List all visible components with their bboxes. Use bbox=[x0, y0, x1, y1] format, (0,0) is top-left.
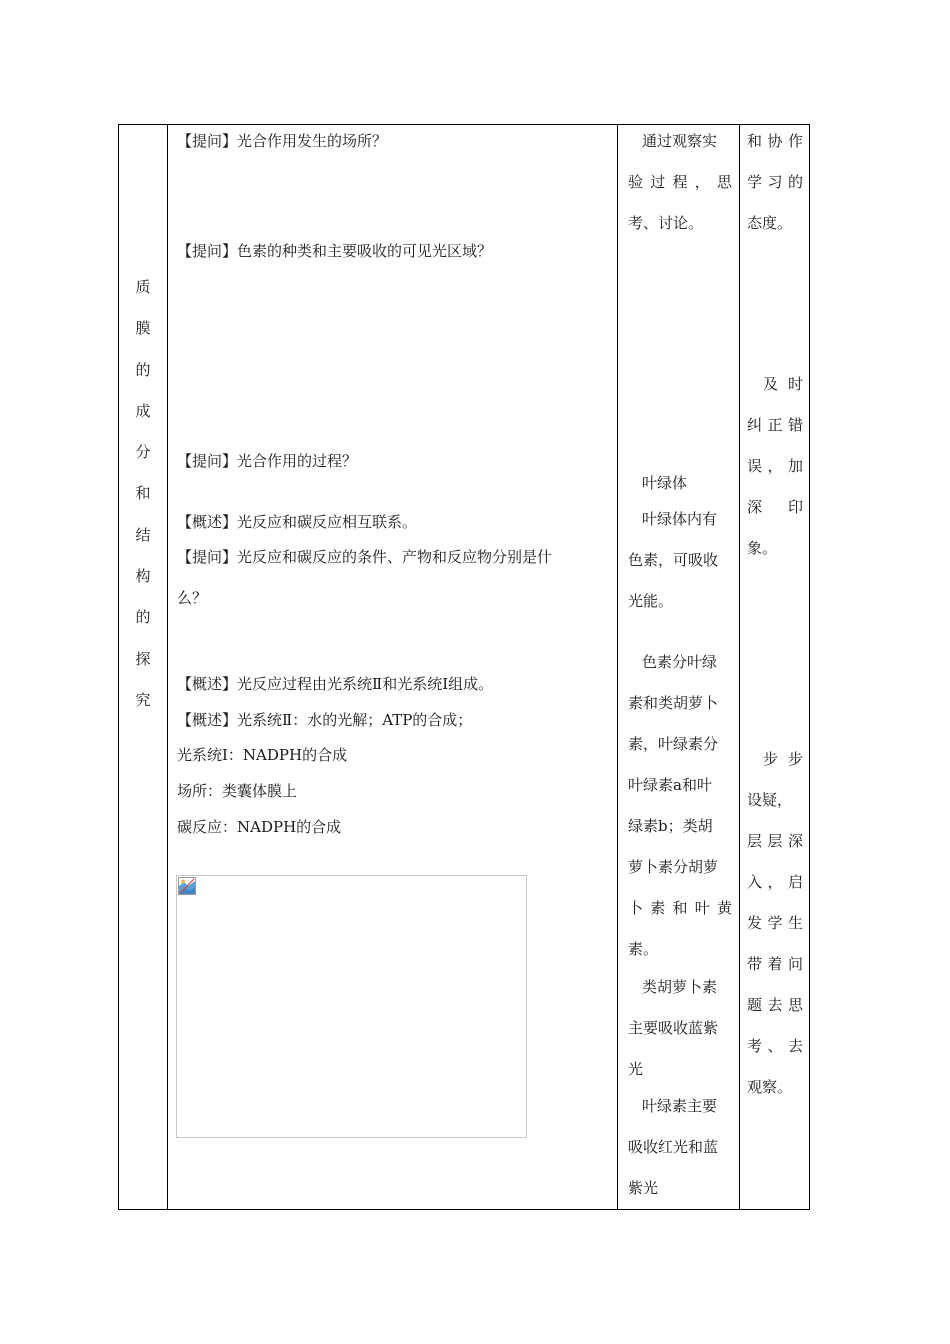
topic-char: 膜 bbox=[135, 319, 151, 338]
topic-char: 究 bbox=[135, 690, 151, 709]
summary-3: 【概述】光系统Ⅱ：水的光解；ATP的合成； bbox=[177, 711, 473, 729]
topic-char: 探 bbox=[135, 649, 151, 668]
topic-char: 构 bbox=[135, 567, 151, 586]
summary-2: 【概述】光反应过程由光系统Ⅱ和光系统Ⅰ组成。 bbox=[177, 675, 494, 693]
student-line: 叶绿体内有 bbox=[642, 510, 718, 528]
student-line: 叶绿体 bbox=[642, 474, 688, 492]
intent-line: 考、去 bbox=[747, 1037, 803, 1055]
intent-line: 态度。 bbox=[747, 214, 793, 232]
intent-line: 层层深 bbox=[747, 832, 803, 850]
intent-line: 误，加 bbox=[747, 457, 803, 475]
lesson-table bbox=[118, 124, 810, 1210]
question-4-line-2: 么？ bbox=[177, 589, 208, 607]
student-line: 紫光 bbox=[628, 1179, 659, 1197]
topic-char: 质 bbox=[135, 278, 151, 296]
question-1: 【提问】光合作用发生的场所？ bbox=[177, 132, 388, 150]
student-line: 主要吸收蓝紫 bbox=[628, 1019, 719, 1037]
topic-char: 成 bbox=[135, 401, 151, 420]
topic-char: 分 bbox=[135, 443, 151, 462]
student-line: 验过程，思 bbox=[628, 173, 732, 191]
intent-line: 学习的 bbox=[747, 173, 803, 191]
intent-line: 设疑， bbox=[747, 791, 793, 809]
column-divider bbox=[167, 125, 168, 1209]
topic-char: 和 bbox=[135, 484, 151, 503]
student-line: 色素分叶绿 bbox=[642, 653, 718, 671]
student-line: 素。 bbox=[628, 940, 659, 958]
student-line: 绿素b；类胡 bbox=[628, 817, 713, 835]
intent-line: 象。 bbox=[747, 539, 778, 557]
intent-line: 深印 bbox=[747, 498, 803, 516]
topic-char: 结 bbox=[135, 525, 151, 544]
summary-1: 【概述】光反应和碳反应相互联系。 bbox=[177, 513, 418, 531]
student-line: 通过观察实 bbox=[642, 132, 718, 150]
location-line: 场所：类囊体膜上 bbox=[177, 782, 298, 800]
student-line: 类胡萝卜素 bbox=[642, 978, 718, 996]
carbon-reaction-line: 碳反应：NADPH的合成 bbox=[177, 818, 342, 836]
intent-line: 入，启 bbox=[747, 873, 803, 891]
student-line: 叶绿素a和叶 bbox=[628, 776, 712, 794]
student-line: 光 bbox=[628, 1060, 644, 1078]
intent-line: 发学生 bbox=[747, 914, 803, 932]
student-line: 素和类胡萝卜 bbox=[628, 694, 719, 712]
intent-line: 步步 bbox=[763, 750, 803, 768]
photosystem-line: 光系统Ⅰ：NADPH的合成 bbox=[177, 746, 348, 764]
topic-title-vertical bbox=[119, 277, 167, 731]
student-line: 考、讨论。 bbox=[628, 214, 704, 232]
student-line: 吸收红光和蓝 bbox=[628, 1138, 719, 1156]
intent-line: 及时 bbox=[763, 375, 803, 393]
intent-line: 题去思 bbox=[747, 996, 803, 1014]
question-4-line-1: 【提问】光反应和碳反应的条件、产物和反应物分别是什 bbox=[177, 548, 553, 566]
topic-char: 的 bbox=[135, 360, 151, 379]
column-divider bbox=[617, 125, 618, 1209]
student-line: 萝卜素分胡萝 bbox=[628, 858, 719, 876]
student-line: 光能。 bbox=[628, 592, 674, 610]
image-placeholder bbox=[176, 875, 527, 1138]
student-line: 叶绿素主要 bbox=[642, 1097, 718, 1115]
intent-line: 和协作 bbox=[747, 132, 803, 150]
intent-line: 观察。 bbox=[747, 1078, 793, 1096]
broken-image-icon bbox=[178, 877, 196, 895]
topic-char: 的 bbox=[135, 608, 151, 627]
question-3: 【提问】光合作用的过程？ bbox=[177, 452, 358, 470]
student-line: 卜素和叶黄 bbox=[628, 899, 732, 917]
intent-line: 纠正错 bbox=[747, 416, 803, 434]
intent-line: 带着问 bbox=[747, 955, 803, 973]
student-line: 色素，可吸收 bbox=[628, 551, 719, 569]
question-2: 【提问】色素的种类和主要吸收的可见光区域？ bbox=[177, 242, 493, 260]
student-line: 素，叶绿素分 bbox=[628, 735, 719, 753]
